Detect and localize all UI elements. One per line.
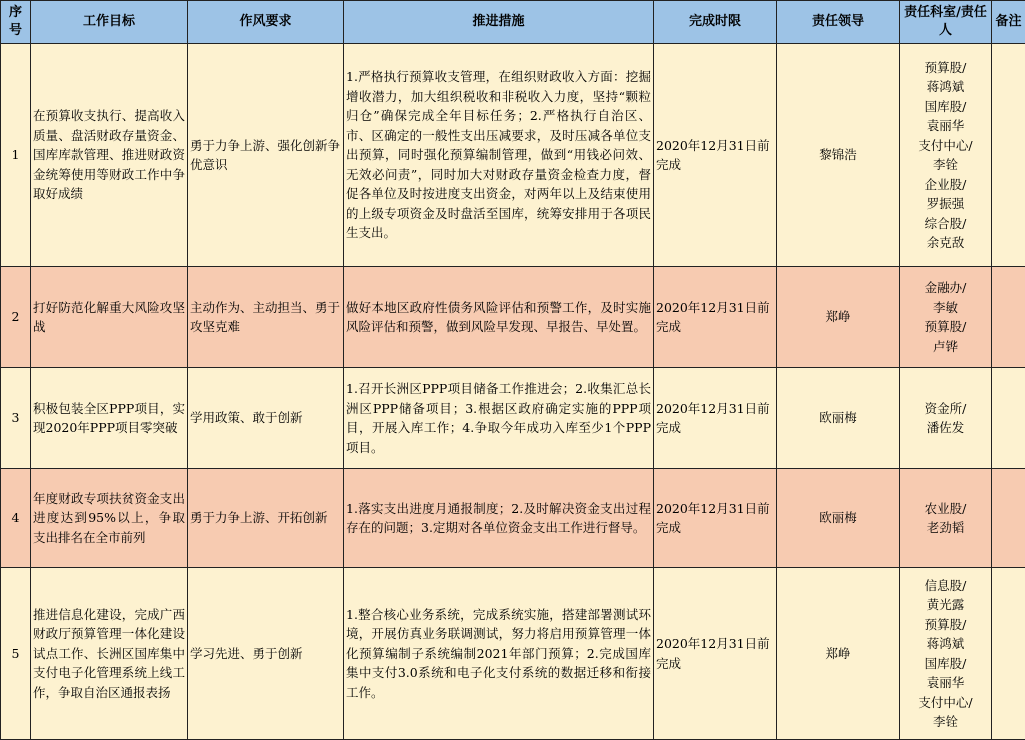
responsible-entry: 预算股/	[924, 319, 967, 334]
table-row	[1, 267, 1025, 368]
header-no: 序号	[1, 1, 31, 44]
responsible-entry: 国库股/	[924, 98, 967, 114]
responsible-entry: 黄光露	[926, 597, 965, 612]
measures-cell: 1.整合核心业务系统，完成系统实施，搭建部署测试环境，开展仿真业务联调测试，努力将启用预算管理一体化预算编制子系统编制2021年部门预算；2.完成国库集中支付3.0系统和电子化支付系统的数据迁移和衔接工作。	[344, 568, 654, 740]
responsible-entry: 预算股/	[924, 59, 967, 75]
header-style: 作风要求	[188, 1, 344, 44]
responsible-entry: 蒋鸿斌	[926, 79, 965, 94]
row-number: 2	[1, 267, 31, 368]
responsible-entry: 罗振强	[926, 196, 965, 211]
responsible-entry: 老劲韬	[926, 520, 965, 535]
responsible-entry: 余克敌	[926, 235, 965, 250]
responsible-entry: 金融办/	[924, 280, 967, 295]
measures-cell: 做好本地区政府性债务风险评估和预警工作，及时实施风险评估和预警，做到风险早发现、早报告、早处置。	[344, 267, 654, 368]
style-cell: 学用政策、敢于创新	[188, 368, 344, 469]
row-number: 1	[1, 44, 31, 267]
header-deadline: 完成时限	[654, 1, 777, 44]
responsible-cell	[900, 469, 992, 568]
responsible-entry: 潘佐发	[926, 420, 965, 435]
responsible-cell	[900, 44, 992, 267]
row-number: 3	[1, 368, 31, 469]
note-cell	[992, 469, 1025, 568]
leader-cell: 郑峥	[777, 568, 900, 740]
goal-cell: 年度财政专项扶贫资金支出进度达到95%以上，争取支出排名在全市前列	[31, 469, 188, 568]
note-cell	[992, 368, 1025, 469]
leader-cell: 欧丽梅	[777, 469, 900, 568]
responsible-entry: 李铨	[932, 714, 958, 729]
responsible-entry: 农业股/	[924, 500, 967, 516]
deadline-cell: 2020年12月31日前完成	[654, 44, 777, 267]
responsible-entry: 信息股/	[924, 577, 967, 593]
header-goal: 工作目标	[31, 1, 188, 44]
measures-cell: 1.落实支出进度月通报制度；2.及时解决资金支出过程存在的问题；3.定期对各单位资金支出工作进行督导。	[344, 469, 654, 568]
responsible-entry: 预算股/	[924, 616, 967, 632]
goal-cell: 推进信息化建设，完成广西财政厅预算管理一体化建设试点工作、长洲区国库集中支付电子化管理系统上线工作，争取自治区通报表扬	[31, 568, 188, 740]
responsible-cell	[900, 568, 992, 740]
responsible-entry: 综合股/	[924, 215, 967, 231]
table-row	[1, 368, 1025, 469]
leader-cell: 欧丽梅	[777, 368, 900, 469]
style-cell: 主动作为、主动担当、勇于攻坚克难	[188, 267, 344, 368]
note-cell	[992, 267, 1025, 368]
goal-cell: 积极包装全区PPP项目，实现2020年PPP项目零突破	[31, 368, 188, 469]
responsible-entry: 资金所/	[924, 400, 967, 416]
responsible-entry: 企业股/	[924, 176, 967, 192]
style-cell: 学习先进、勇于创新	[188, 568, 344, 740]
row-number: 5	[1, 568, 31, 740]
responsible-entry: 李铨	[932, 157, 958, 172]
responsible-entry: 国库股/	[924, 655, 967, 671]
leader-cell: 黎锦浩	[777, 44, 900, 267]
header-measures: 推进措施	[344, 1, 654, 44]
measures-cell: 1.召开长洲区PPP项目储备工作推进会；2.收集汇总长洲区PPP储备项目；3.根据区政府确定实施的PPP项目，开展入库工作；4.争取今年成功入库至少1个PPP项目。	[344, 368, 654, 469]
responsible-cell	[900, 267, 992, 368]
responsible-entry: 袁丽华	[926, 675, 965, 690]
responsible-entry: 支付中心/	[918, 694, 973, 710]
deadline-cell: 2020年12月31日前完成	[654, 469, 777, 568]
note-cell	[992, 44, 1025, 267]
style-cell: 勇于力争上游、强化创新争优意识	[188, 44, 344, 267]
header-leader: 责任领导	[777, 1, 900, 44]
measures-cell: 1.严格执行预算收支管理，在组织财政收入方面：挖掘增收潜力，加大组织税收和非税收入力度，坚持“颗粒归仓”确保完成全年目标任务；2.严格执行自治区、市、区确定的一般性支出压减要求，及时压减各单位支出预算，同时强化预算编制管理，做到“用钱必问效、无效必问责”，同时加大对财政存量资金检查力度，督促各单位及时按进度支出资金，对两年以上及结束使用的上级专项资金及时盘活至国库，统筹安排用于各项民生支出。	[344, 44, 654, 267]
responsible-entry: 卢铧	[932, 338, 958, 354]
table-row	[1, 44, 1025, 267]
goal-cell: 打好防范化解重大风险攻坚战	[31, 267, 188, 368]
header-row	[1, 1, 1025, 44]
responsible-entry: 袁丽华	[926, 118, 965, 133]
note-cell	[992, 568, 1025, 740]
header-note: 备注	[992, 1, 1025, 44]
style-cell: 勇于力争上游、开拓创新	[188, 469, 344, 568]
responsible-entry: 支付中心/	[918, 137, 973, 153]
deadline-cell: 2020年12月31日前完成	[654, 267, 777, 368]
responsible-entry: 李敏	[932, 299, 958, 315]
responsible-entry: 蒋鸿斌	[926, 636, 965, 651]
deadline-cell: 2020年12月31日前完成	[654, 568, 777, 740]
header-responsible: 责任科室/责任人	[900, 1, 992, 44]
table-row	[1, 469, 1025, 568]
table-row	[1, 568, 1025, 740]
row-number: 4	[1, 469, 31, 568]
deadline-cell: 2020年12月31日前完成	[654, 368, 777, 469]
leader-cell: 郑峥	[777, 267, 900, 368]
goal-cell: 在预算收支执行、提高收入质量、盘活财政存量资金、国库库款管理、推进财政资金统筹使用等财政工作中争取好成绩	[31, 44, 188, 267]
responsible-cell	[900, 368, 992, 469]
